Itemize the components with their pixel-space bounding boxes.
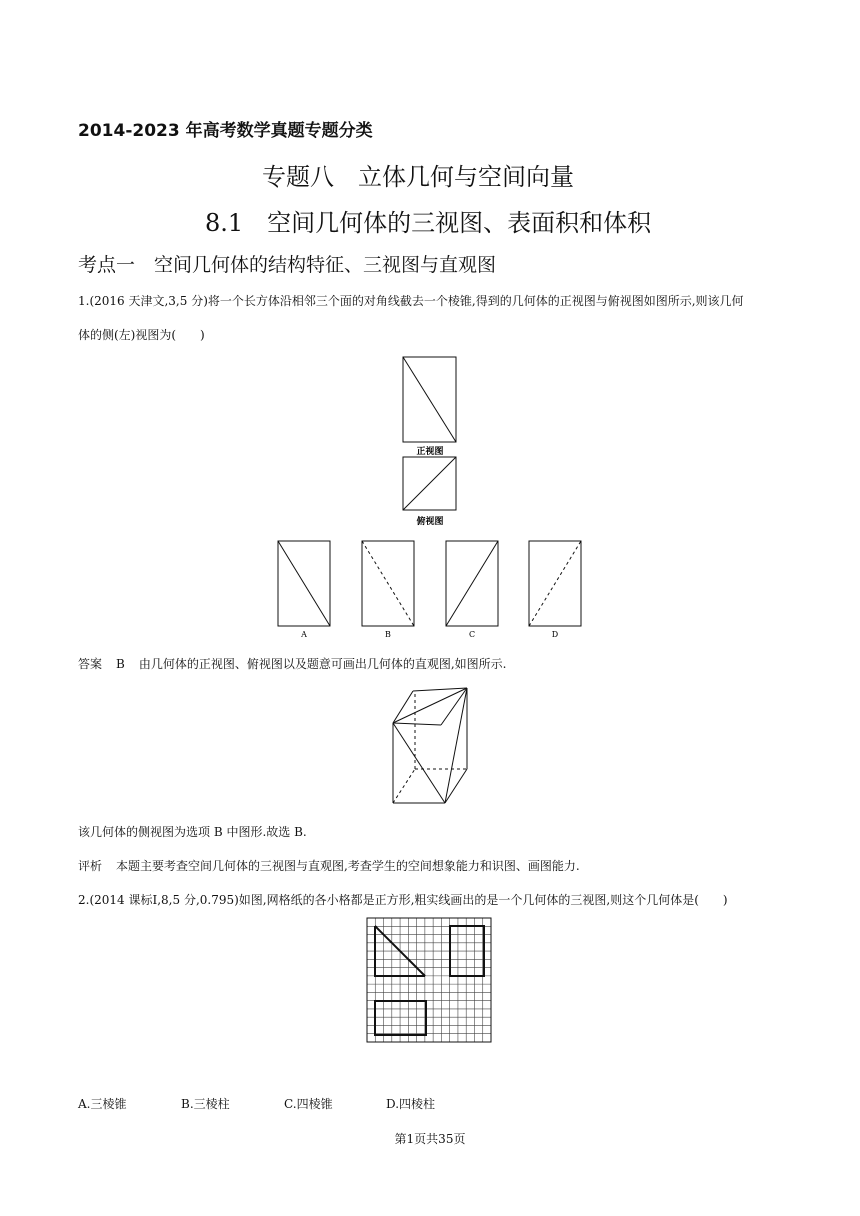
pingxi-line [78,857,580,874]
q2-option-b: B.三棱柱 [181,1097,230,1111]
answer-tag: 答案 [78,657,103,671]
top-view-diagonal [403,457,456,510]
answer-line [78,655,506,672]
top-view-figure [395,452,465,530]
option-d-figure [523,536,589,642]
grid-rect-bottom [375,1001,426,1035]
option-a-label: A [301,630,307,639]
option-b-figure [356,536,422,642]
option-c-figure [440,536,506,642]
option-b-label: B [385,630,391,639]
option-a-diagonal [278,541,330,626]
question-2-line: 2.(2014 课标Ⅰ,8,5 分,0.795)如图,网格纸的各小格都是正方形,粗实线画出的是一个几何体的三视图,则这个几何体是( ) [78,893,728,907]
q2-option-d: D.四棱柱 [386,1097,436,1111]
q2-option-a: A.三棱锥 [78,1097,127,1111]
front-view-diagonal [403,357,456,442]
question-1-line-2: 体的侧(左)视图为( ) [78,328,205,342]
option-d-label: D [551,630,559,639]
option-b-diagonal [362,541,414,626]
chapter-title: 专题八 立体几何与空间向量 [262,163,574,191]
question-1-line-1: 1.(2016 天津文,3,5 分)将一个长方体沿相邻三个面的对角线截去一个棱锥,得到的几何体的正视图与俯视图如图所示,则该几何 [78,294,744,308]
answer-conclusion: 该几何体的侧视图为选项 B 中图形.故选 B. [78,825,307,839]
kaodian-title: 考点一 空间几何体的结构特征、三视图与直观图 [78,254,497,276]
front-view-label: 正视图 [416,447,444,457]
top-view-label: 俯视图 [416,517,444,527]
answer-letter: B [116,657,125,671]
page-footer: 第1页共35页 [394,1132,466,1146]
section-title: 8.1 空间几何体的三视图、表面积和体积 [205,209,652,237]
option-d-diagonal [529,541,581,626]
pingxi-text: 本题主要考查空间几何体的三视图与直观图,考查学生的空间想象能力和识图、画图能力. [116,859,580,873]
grid-three-view-figure [366,917,492,1043]
q2-option-c: C.四棱锥 [284,1097,333,1111]
option-c-label: C [468,630,476,639]
series-title: 2014-2023 年高考数学真题专题分类 [78,121,373,141]
pingxi-tag: 评析 [78,859,103,873]
solid-3d-figure [385,683,480,808]
option-a-figure [272,536,338,642]
front-view-figure [395,352,465,460]
option-c-diagonal [446,541,498,626]
answer-text: 由几何体的正视图、俯视图以及题意可画出几何体的直观图,如图所示. [138,657,507,671]
